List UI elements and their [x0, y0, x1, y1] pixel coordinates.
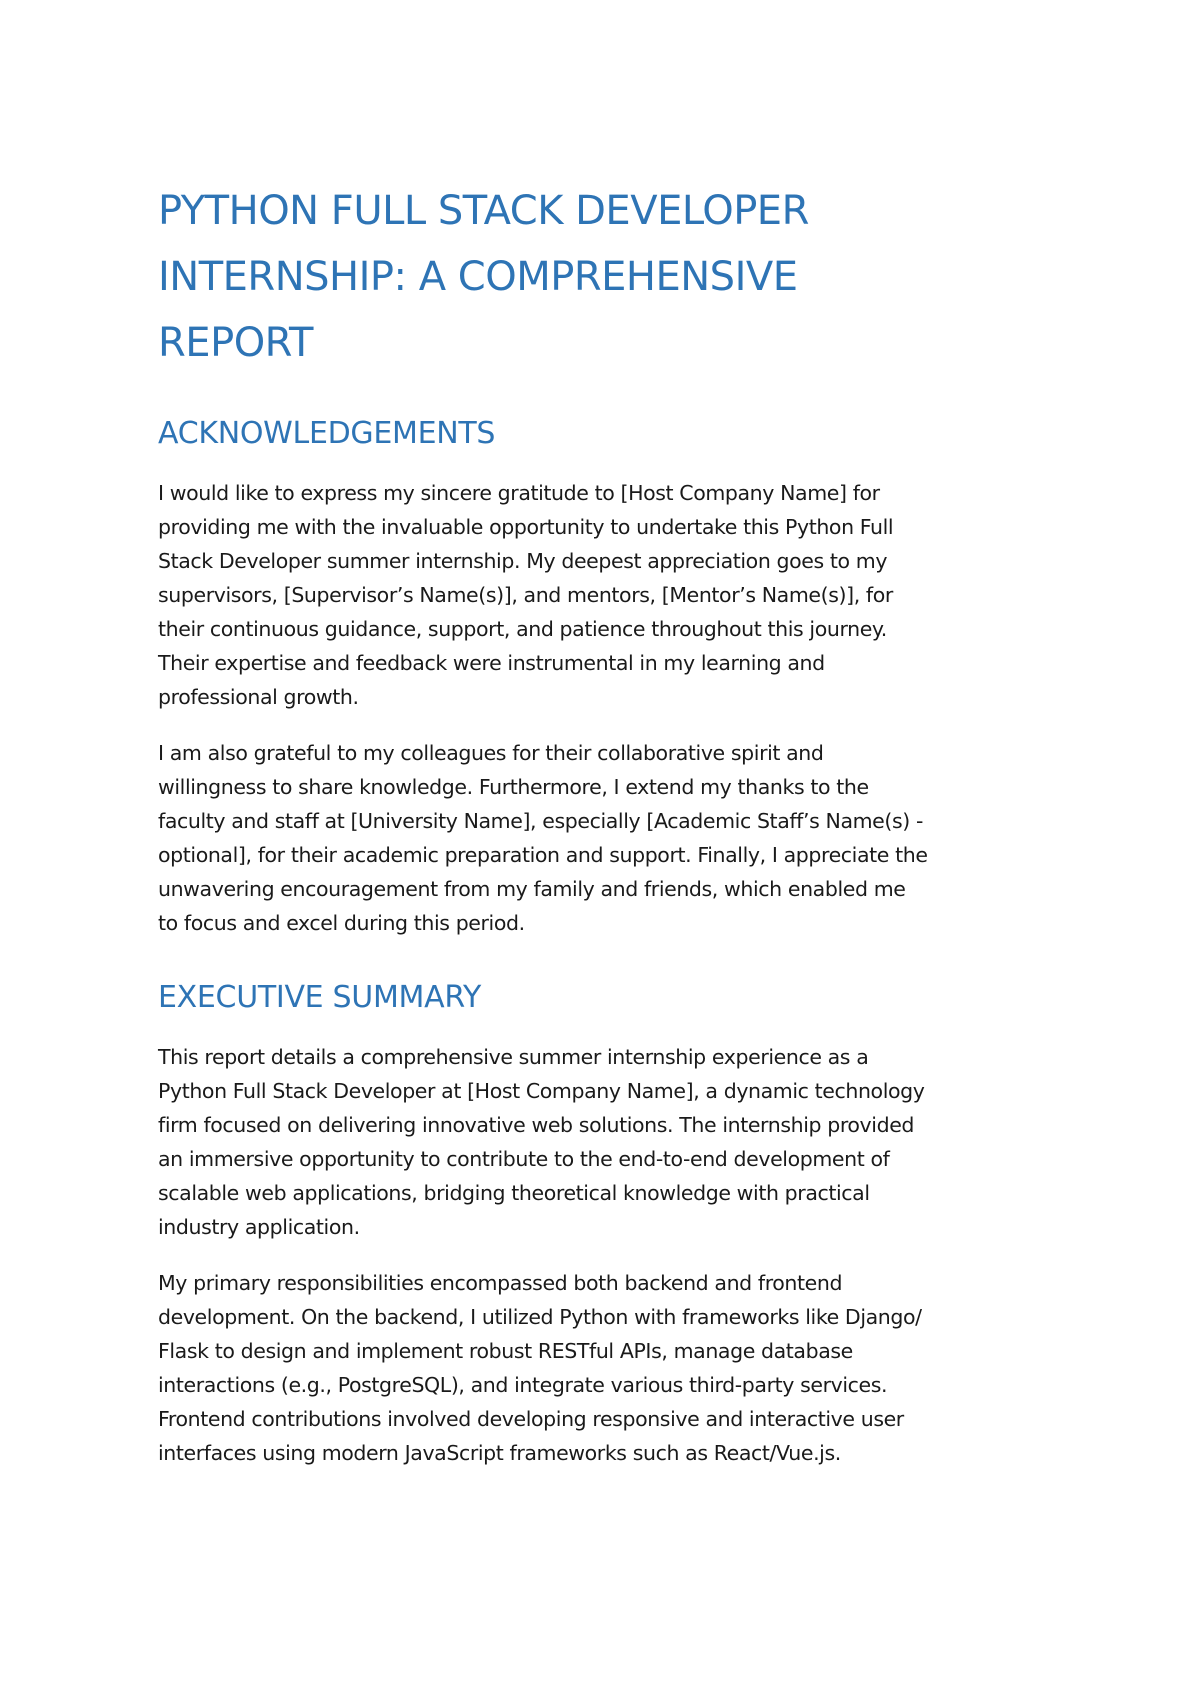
- document-title: [158, 178, 1058, 376]
- acknowledgements-paragraph-1: [158, 476, 1058, 714]
- text-line: an immersive opportunity to contribute to the end-to-end development of: [158, 1147, 890, 1171]
- text-line: interactions (e.g., PostgreSQL), and integrate various third-party services.: [158, 1373, 888, 1397]
- text-line: providing me with the invaluable opportunity to undertake this Python Full: [158, 515, 894, 539]
- text-line: Frontend contributions involved developing responsive and interactive user: [158, 1407, 904, 1431]
- text-line: Their expertise and feedback were instrumental in my learning and: [158, 651, 825, 675]
- text-line: This report details a comprehensive summer internship experience as a: [158, 1045, 869, 1069]
- acknowledgements-paragraph-2: [158, 736, 1058, 940]
- title-line: REPORT: [158, 320, 313, 366]
- text-line: firm focused on delivering innovative web solutions. The internship provided: [158, 1113, 915, 1137]
- text-line: their continuous guidance, support, and patience throughout this journey.: [158, 617, 887, 641]
- executive-summary-paragraph-1: [158, 1040, 1058, 1244]
- text-line: I am also grateful to my colleagues for their collaborative spirit and: [158, 741, 824, 765]
- text-line: professional growth.: [158, 685, 359, 709]
- text-line: supervisors, [Supervisor’s Name(s)], and mentors, [Mentor’s Name(s)], for: [158, 583, 893, 607]
- text-line: faculty and staff at [University Name], especially [Academic Staff’s Name(s) -: [158, 809, 923, 833]
- text-line: unwavering encouragement from my family and friends, which enabled me: [158, 877, 906, 901]
- text-line: Python Full Stack Developer at [Host Company Name], a dynamic technology: [158, 1079, 925, 1103]
- text-line: scalable web applications, bridging theoretical knowledge with practical: [158, 1181, 870, 1205]
- text-line: industry application.: [158, 1215, 360, 1239]
- text-line: My primary responsibilities encompassed both backend and frontend: [158, 1271, 843, 1295]
- text-line: development. On the backend, I utilized Python with frameworks like Django/: [158, 1305, 922, 1329]
- text-line: optional], for their academic preparation and support. Finally, I appreciate the: [158, 843, 928, 867]
- title-line: INTERNSHIP: A COMPREHENSIVE: [158, 254, 798, 300]
- executive-summary-paragraph-2: [158, 1266, 1058, 1470]
- section-heading-executive-summary: EXECUTIVE SUMMARY: [158, 980, 481, 1015]
- text-line: to focus and excel during this period.: [158, 911, 525, 935]
- document-page: [158, 178, 1058, 1470]
- text-line: interfaces using modern JavaScript frameworks such as React/Vue.js.: [158, 1441, 841, 1465]
- text-line: I would like to express my sincere gratitude to [Host Company Name] for: [158, 481, 880, 505]
- section-heading-acknowledgements: ACKNOWLEDGEMENTS: [158, 416, 496, 451]
- text-line: willingness to share knowledge. Furthermore, I extend my thanks to the: [158, 775, 869, 799]
- title-line: PYTHON FULL STACK DEVELOPER: [158, 188, 809, 234]
- text-line: Stack Developer summer internship. My deepest appreciation goes to my: [158, 549, 888, 573]
- text-line: Flask to design and implement robust RESTful APIs, manage database: [158, 1339, 853, 1363]
